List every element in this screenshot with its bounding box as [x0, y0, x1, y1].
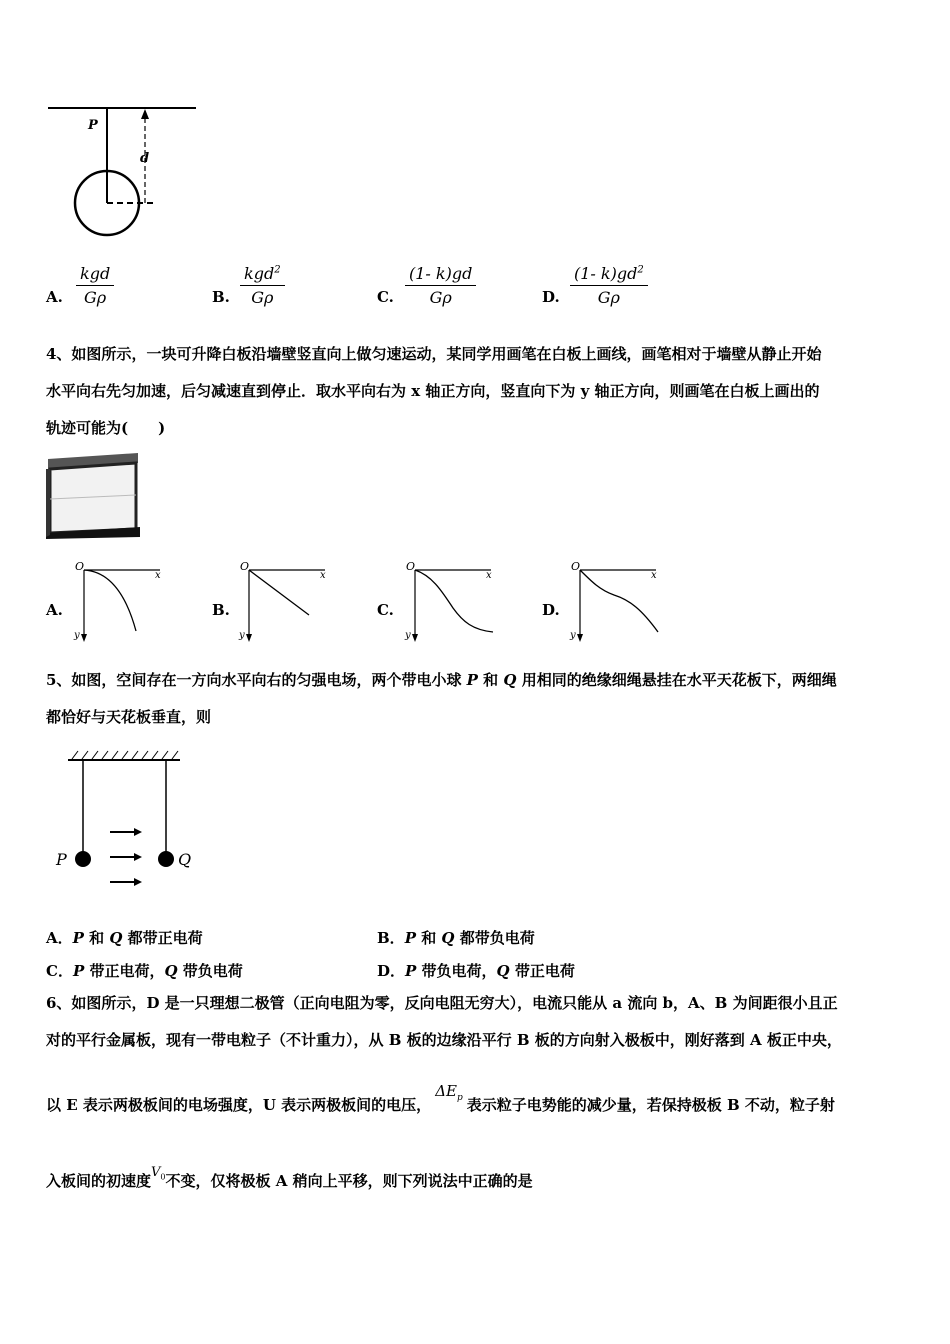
v0-symbol: V	[151, 1165, 161, 1180]
q5-a-p: P	[72, 929, 84, 947]
q5-b-p: P	[404, 929, 416, 947]
q4-a-origin: O	[75, 560, 85, 573]
q4-stem	[46, 336, 916, 447]
q4-d-origin: O	[571, 560, 581, 573]
q5-line-1-q: Q	[503, 671, 517, 689]
q6-line-4-pre: 入板间的初速度	[46, 1172, 152, 1190]
q5-d-p: P	[405, 962, 417, 980]
field-arrows	[110, 828, 142, 886]
q3-a-num: kgd	[80, 264, 111, 283]
q5-a-tail: 都带正电荷	[122, 929, 203, 947]
q3-option-b-letter: B.	[212, 288, 230, 306]
q3-c-den: Gρ	[429, 288, 452, 307]
q3-option-a-formula	[76, 264, 114, 307]
q4-a-y: y	[74, 630, 80, 641]
q6-line-3-post: 表示粒子电势能的减少量，若保持极板 B 不动，粒子射	[466, 1096, 835, 1114]
q3-figure	[40, 95, 210, 245]
q4-c-y: y	[405, 630, 411, 641]
q3-d-den: Gρ	[597, 288, 620, 307]
q5-a-mid: 和	[83, 929, 110, 947]
q4-option-d-letter: D.	[542, 601, 560, 619]
q4-a-x: x	[155, 570, 161, 581]
q5-c-tail: 带负电荷	[177, 962, 243, 980]
q5-line-1-mid: 和	[477, 671, 504, 689]
ball-q	[158, 851, 174, 867]
q3-d-sup: 2	[637, 264, 644, 276]
q4-graph-d	[568, 558, 668, 644]
q5-b-mid: 和	[415, 929, 442, 947]
q5-line-1	[46, 662, 916, 699]
q5-a-letter: A．	[46, 929, 73, 947]
q3-a-den: Gρ	[84, 288, 107, 307]
q4-b-y: y	[239, 630, 245, 641]
q4-graph-b	[237, 558, 337, 644]
q4-d-x: x	[651, 570, 657, 581]
q5-d-letter: D．	[377, 962, 406, 980]
q5-d-mid: 带负电荷，	[416, 962, 497, 980]
q5-b-q: Q	[441, 929, 455, 947]
q4-curve-b	[249, 570, 309, 615]
q5-label-q: Q	[178, 850, 192, 869]
q4-graph-a	[72, 558, 172, 644]
q5-line-1-post: 用相同的绝缘细绳悬挂在水平天花板下，两细绳	[516, 671, 837, 689]
q3-option-a-letter: A.	[46, 288, 63, 306]
q5-c-letter: C．	[46, 962, 73, 980]
q5-option-c	[46, 960, 243, 981]
whiteboard-image	[46, 451, 142, 539]
v0-sub: 0	[160, 1172, 166, 1182]
q4-curve-a	[84, 570, 136, 631]
q3-b-den: Gρ	[251, 288, 274, 307]
q3-b-sup: 2	[274, 264, 281, 276]
label-d: d	[140, 151, 150, 166]
q3-option-d-letter: D.	[542, 288, 560, 306]
q5-option-a	[46, 927, 203, 948]
q4-b-origin: O	[240, 560, 250, 573]
q5-stem	[46, 662, 916, 736]
q5-option-d	[377, 960, 575, 981]
q3-b-num: kgd	[244, 264, 275, 283]
delta-ep-sub: p	[456, 1093, 463, 1103]
q4-c-x: x	[486, 570, 492, 581]
q5-line-1-pre: 5、如图，空间存在一方向水平向右的匀强电场，两个带电小球	[46, 671, 467, 689]
q5-line-1-p: P	[466, 671, 478, 689]
q5-b-tail: 都带负电荷	[454, 929, 535, 947]
q5-c-mid: 带正电荷，	[84, 962, 165, 980]
q4-graph-c	[403, 558, 503, 644]
q5-label-p: P	[56, 850, 67, 869]
q5-c-q: Q	[164, 962, 178, 980]
q6-line-4-post: 不变，仅将极板 A 稍向上平移，则下列说法中正确的是	[165, 1172, 533, 1190]
q6-stem	[46, 985, 916, 1059]
label-p: P	[88, 118, 98, 133]
q6-line-4	[46, 1165, 533, 1192]
q4-d-y: y	[570, 630, 576, 641]
q3-d-num: (1- k)gd	[574, 264, 638, 283]
q4-curve-d	[580, 570, 658, 632]
q4-option-a-letter: A.	[46, 601, 63, 619]
q5-a-q: Q	[109, 929, 123, 947]
q3-option-b-formula	[240, 264, 285, 307]
delta-ep-symbol: ΔE	[435, 1082, 457, 1100]
q6-line-2: 对的平行金属板，现有一带电粒子（不计重力），从 B 板的边缘沿平行 B 板的方向射入极板中，刚好落到 A 板正中央，	[46, 1031, 842, 1049]
q4-curve-c	[415, 570, 493, 632]
q4-line-2: 水平向右先匀加速，后匀减速直到停止．取水平向右为 x 轴正方向，竖直向下为 y 轴正方向，则画笔在白板上画出的	[46, 382, 820, 400]
q3-option-c-formula	[405, 264, 476, 307]
q3-option-c-letter: C.	[377, 288, 394, 306]
q5-d-q: Q	[496, 962, 510, 980]
q5-d-tail: 带正电荷	[509, 962, 575, 980]
q4-c-origin: O	[406, 560, 416, 573]
q5-option-b	[377, 927, 535, 948]
q5-b-letter: B．	[377, 929, 405, 947]
q4-b-x: x	[320, 570, 326, 581]
q4-line-3: 轨迹可能为( )	[46, 419, 166, 437]
q6-line-3-pre: 以 E 表示两极板间的电场强度，U 表示两极板间的电压，	[46, 1096, 432, 1114]
q4-option-c-letter: C.	[377, 601, 394, 619]
q5-figure	[52, 748, 202, 893]
q5-line-2: 都恰好与天花板垂直，则	[46, 708, 212, 726]
q3-option-d-formula	[570, 264, 648, 307]
q3-c-num: (1- k)gd	[409, 264, 473, 283]
q6-line-1: 6、如图所示，D 是一只理想二极管（正向电阻为零，反向电阻无穷大），电流只能从 a 流向 b，A、B 为间距很小且正	[46, 994, 838, 1012]
q4-line-1: 4、如图所示，一块可升降白板沿墙壁竖直向上做匀速运动，某同学用画笔在白板上画线，画笔相对于墙壁从静止开始	[46, 345, 822, 363]
q5-c-p: P	[72, 962, 85, 980]
q4-option-b-letter: B.	[212, 601, 230, 619]
arrow-head	[141, 109, 149, 119]
ball-p	[75, 851, 91, 867]
